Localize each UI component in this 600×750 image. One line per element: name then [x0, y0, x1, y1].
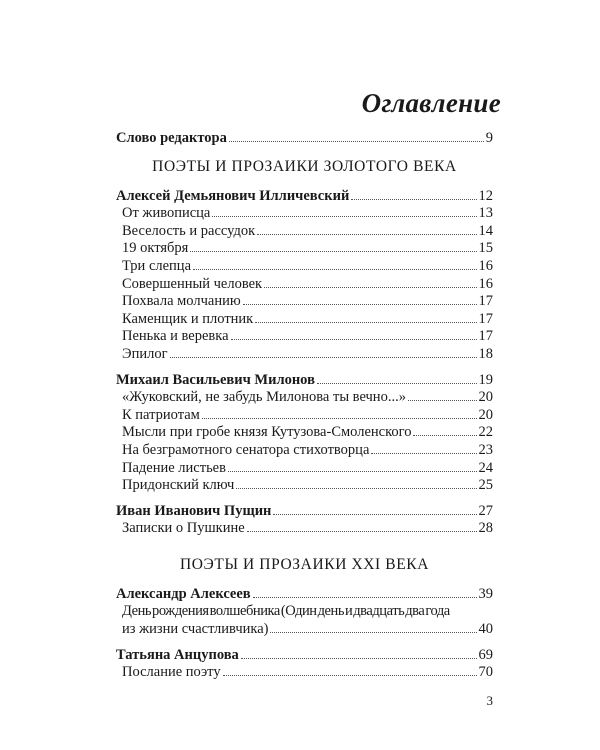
work-title: Мысли при гробе князя Кутузова-Смоленского [122, 424, 412, 441]
toc-work[interactable] [116, 664, 493, 682]
work-title: От живописца [122, 205, 211, 222]
dot-leader [193, 269, 476, 270]
author-name: Иван Иванович Пущин [116, 502, 272, 519]
work-page: 25 [478, 477, 493, 494]
toc-work[interactable] [116, 328, 493, 346]
toc-work[interactable] [116, 311, 493, 329]
dot-leader [255, 322, 476, 323]
toc-work[interactable] [116, 346, 493, 364]
dot-leader [236, 488, 476, 489]
dot-leader [202, 418, 477, 419]
work-page: 18 [478, 345, 493, 362]
toc-work[interactable] [116, 258, 493, 276]
author-name: Александр Алексеев [116, 585, 251, 602]
author-page: 19 [478, 371, 493, 388]
toc-entry-editor[interactable] [116, 130, 493, 148]
dot-leader [212, 216, 476, 217]
toc-work[interactable] [116, 460, 493, 478]
toc-work[interactable] [116, 389, 493, 407]
author-page: 12 [478, 187, 493, 204]
toc-author-antsupova[interactable] [116, 647, 493, 665]
work-page: 16 [478, 275, 493, 292]
table-of-contents [116, 130, 493, 682]
dot-leader [170, 357, 477, 358]
work-page: 17 [478, 328, 493, 345]
work-title: Похвала молчанию [122, 293, 241, 310]
work-title: 19 октября [122, 240, 189, 257]
dot-leader [229, 141, 484, 142]
work-title: К патриотам [122, 406, 200, 423]
work-title: Эпилог [122, 345, 168, 362]
author-name: Михаил Васильевич Милонов [116, 371, 315, 388]
work-title: Придонский ключ [122, 477, 235, 494]
work-title: На безграмотного сенатора стихотворца [122, 441, 370, 458]
dot-leader [273, 514, 476, 515]
work-page: 16 [478, 257, 493, 274]
dot-leader [413, 435, 476, 436]
toc-work[interactable] [116, 407, 493, 425]
toc-work[interactable] [116, 477, 493, 495]
dot-leader [253, 597, 477, 598]
work-title: Совершенный человек [122, 275, 263, 292]
dot-leader [270, 632, 476, 633]
work-title: Веселость и рассудок [122, 222, 256, 239]
work-page: 23 [478, 441, 493, 458]
work-page: 70 [478, 664, 493, 681]
author-page: 69 [478, 646, 493, 663]
work-title: Пенька и веревка [122, 328, 229, 345]
toc-entry-title: Слово редактора [116, 130, 227, 146]
dot-leader [371, 453, 476, 454]
toc-entry-page: 9 [485, 130, 493, 146]
dot-leader [190, 251, 476, 252]
work-title-line-2-row [122, 621, 493, 639]
work-page: 20 [478, 406, 493, 423]
author-name: Алексей Демьянович Илличевский [116, 187, 350, 204]
author-name: Татьяна Анцупова [116, 646, 239, 663]
dot-leader [243, 304, 477, 305]
toc-work[interactable] [116, 240, 493, 258]
toc-work[interactable] [116, 223, 493, 241]
toc-author-milonov[interactable] [116, 372, 493, 390]
dot-leader [231, 339, 477, 340]
work-page: 22 [478, 424, 493, 441]
author-page: 27 [478, 502, 493, 519]
section-heading-golden-age: ПОЭТЫ И ПРОЗАИКИ ЗОЛОТОГО ВЕКА [152, 157, 457, 175]
work-page: 13 [478, 205, 493, 222]
work-page: 17 [478, 310, 493, 327]
toc-work[interactable] [116, 424, 493, 442]
toc-work[interactable] [116, 205, 493, 223]
toc-work[interactable] [116, 442, 493, 460]
toc-title: Оглавление [361, 88, 501, 118]
work-title-line-1: День рождения волшебника (Один день и двадцать два года [122, 603, 450, 620]
toc-work-multiline[interactable] [116, 603, 493, 638]
dot-leader [408, 400, 477, 401]
work-title: «Жуковский, не забудь Милонова ты вечно...» [122, 389, 406, 406]
work-title: Падение листьев [122, 459, 226, 476]
work-page: 28 [478, 520, 493, 537]
toc-work[interactable] [116, 520, 493, 538]
toc-author-alekseev[interactable] [116, 586, 493, 604]
toc-work[interactable] [116, 293, 493, 311]
dot-leader [351, 199, 476, 200]
toc-author-pushchin[interactable] [116, 503, 493, 521]
dot-leader [247, 531, 477, 532]
section-heading-21st-century: ПОЭТЫ И ПРОЗАИКИ XXI ВЕКА [179, 555, 430, 573]
dot-leader [228, 471, 477, 472]
dot-leader [264, 287, 476, 288]
work-title: Три слепца [122, 257, 192, 274]
toc-author-illichevsky[interactable] [116, 188, 493, 206]
dot-leader [241, 658, 477, 659]
dot-leader [223, 675, 477, 676]
work-page: 20 [478, 389, 493, 406]
work-page: 40 [478, 621, 493, 638]
author-page: 39 [478, 585, 493, 602]
work-title-line-2: из жизни счастливчика) [122, 621, 269, 638]
work-title: Каменщик и плотник [122, 310, 254, 327]
work-page: 14 [478, 222, 493, 239]
work-page: 17 [478, 293, 493, 310]
dot-leader [257, 234, 476, 235]
work-title: Записки о Пушкине [122, 520, 245, 537]
work-title: Послание поэту [122, 664, 221, 681]
work-page: 15 [478, 240, 493, 257]
work-page: 24 [478, 459, 493, 476]
dot-leader [317, 383, 477, 384]
page-number: 3 [486, 693, 493, 708]
toc-work[interactable] [116, 276, 493, 294]
